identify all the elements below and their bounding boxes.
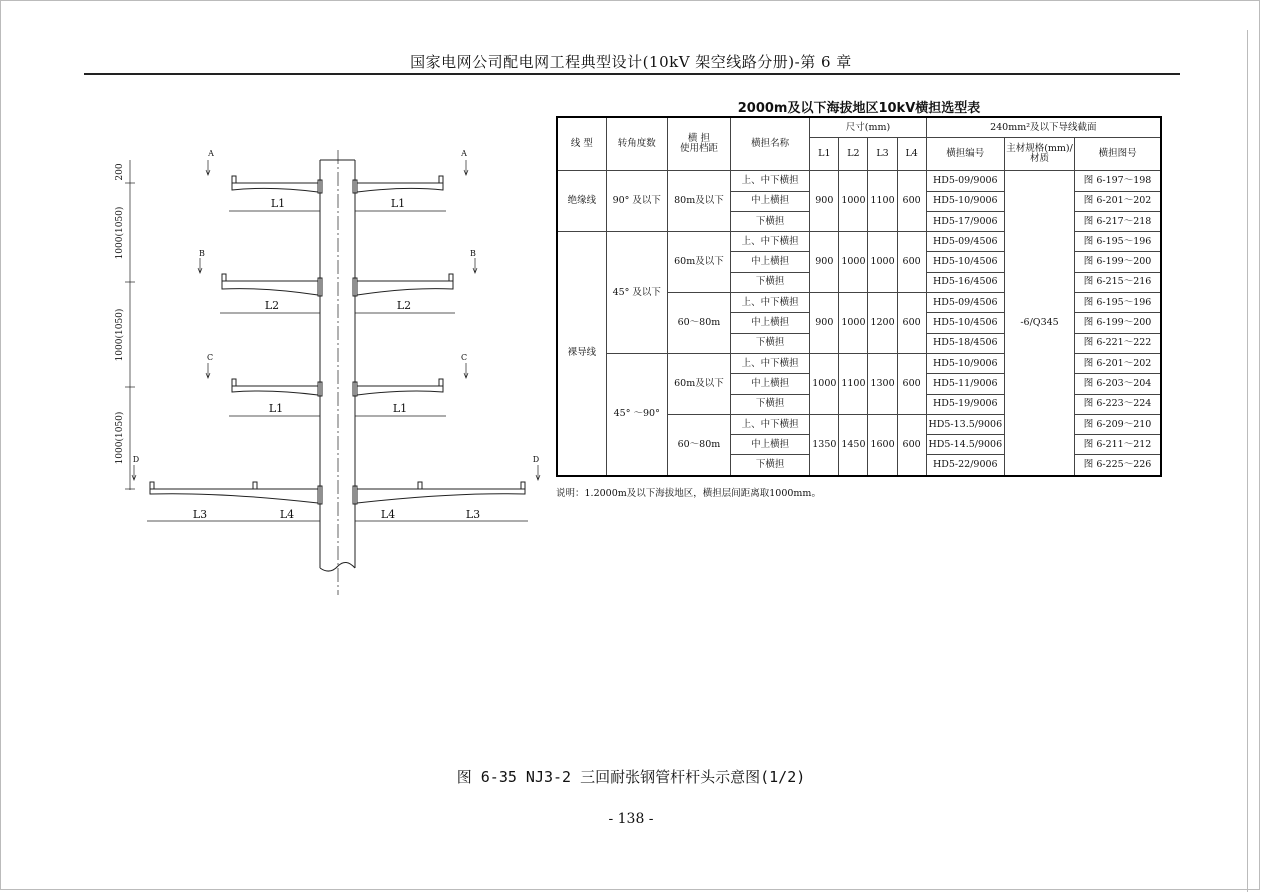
cell-drawing-no: 图 6-199～200 <box>1075 252 1161 272</box>
cell-drawing-no: 图 6-203～204 <box>1075 374 1161 394</box>
cell-drawing-no: 图 6-211～212 <box>1075 435 1161 455</box>
vertical-dimension-1: 1000(1050) <box>115 206 125 260</box>
cell-arm-code: HD5-17/9006 <box>926 211 1004 231</box>
cell-arm-code: HD5-10/9006 <box>926 191 1004 211</box>
arm-label-d-inner-left: L4 <box>279 508 295 521</box>
cell-material: -6/Q345 <box>1004 171 1074 476</box>
cell-arm-code: HD5-09/9006 <box>926 171 1004 191</box>
cell-drawing-no: 图 6-195～196 <box>1075 293 1161 313</box>
section-label-d-right: D <box>532 455 540 464</box>
section-label-a-left: A <box>208 149 214 158</box>
cell-l1: 1000 <box>810 353 839 414</box>
cell-drawing-no: 图 6-201～202 <box>1075 191 1161 211</box>
cell-arm-name: 中上横担 <box>731 374 810 394</box>
cell-drawing-no: 图 6-215～216 <box>1075 272 1161 292</box>
cell-arm-code: HD5-13.5/9006 <box>926 414 1004 434</box>
cell-l2: 1100 <box>839 353 868 414</box>
figure-caption: 图 6-35 NJ3-2 三回耐张钢管杆杆头示意图(1/2) <box>456 768 806 786</box>
arm-label-d-inner-right: L4 <box>380 508 396 521</box>
arm-label-a-left: L1 <box>270 197 286 210</box>
page-header-title: 国家电网公司配电网工程典型设计(10kV 架空线路分册)-第 6 章 <box>410 53 852 71</box>
cell-arm-code: HD5-10/4506 <box>926 252 1004 272</box>
header-drawing-no: 横担图号 <box>1075 138 1161 171</box>
cell-arm-name: 下横担 <box>731 394 810 414</box>
header-span <box>667 117 730 171</box>
section-label-d-left: D <box>132 455 140 464</box>
header-l1: L1 <box>810 138 839 171</box>
cell-arm-code: HD5-10/9006 <box>926 353 1004 373</box>
cell-drawing-no: 图 6-197～198 <box>1075 171 1161 191</box>
cell-arm-code: HD5-10/4506 <box>926 313 1004 333</box>
cell-arm-name: 上、中下横担 <box>731 171 810 191</box>
cell-l4: 600 <box>897 171 926 232</box>
cell-l3: 1000 <box>868 232 897 293</box>
cell-arm-code: HD5-14.5/9006 <box>926 435 1004 455</box>
cell-arm-name: 中上横担 <box>731 252 810 272</box>
section-label-c-right: C <box>460 353 468 362</box>
cell-angle: 90° 及以下 <box>606 171 667 232</box>
cell-line-type: 绝缘线 <box>557 171 606 232</box>
cell-drawing-no: 图 6-223～224 <box>1075 394 1161 414</box>
cell-l1: 900 <box>810 293 839 354</box>
cell-l2: 1450 <box>839 414 868 475</box>
cell-arm-code: HD5-16/4506 <box>926 272 1004 292</box>
page-number: - 138 - <box>608 811 654 827</box>
cell-l1: 900 <box>810 232 839 293</box>
cell-l2: 1000 <box>839 232 868 293</box>
header-dimensions: 尺寸(mm) <box>810 117 926 138</box>
arm-label-a-right: L1 <box>390 197 406 210</box>
section-label-c-left: C <box>206 353 214 362</box>
vertical-dimension-200: 200 <box>115 163 125 181</box>
cell-line-type: 裸导线 <box>557 232 606 476</box>
cell-drawing-no: 图 6-217～218 <box>1075 211 1161 231</box>
header-l3: L3 <box>868 138 897 171</box>
crossarm-selection-table <box>556 116 1162 477</box>
cell-span: 60m及以下 <box>667 353 730 414</box>
cell-arm-name: 中上横担 <box>731 313 810 333</box>
table-note: 说明：1.2000m及以下海拔地区，横担层间距离取1000mm。 <box>556 488 821 499</box>
cell-arm-name: 上、中下横担 <box>731 293 810 313</box>
arm-label-c-right: L1 <box>392 402 408 415</box>
cell-l4: 600 <box>897 414 926 475</box>
cell-l2: 1000 <box>839 171 868 232</box>
cell-angle: 45° ～90° <box>606 353 667 475</box>
header-l4: L4 <box>897 138 926 171</box>
cell-l4: 600 <box>897 293 926 354</box>
arm-label-b-left: L2 <box>264 299 280 312</box>
cell-arm-code: HD5-19/9006 <box>926 394 1004 414</box>
cell-l3: 1600 <box>868 414 897 475</box>
cell-span: 60～80m <box>667 414 730 475</box>
cell-drawing-no: 图 6-221～222 <box>1075 333 1161 353</box>
cell-arm-code: HD5-11/9006 <box>926 374 1004 394</box>
cell-arm-name: 中上横担 <box>731 191 810 211</box>
header-l2: L2 <box>839 138 868 171</box>
arm-label-b-right: L2 <box>396 299 412 312</box>
header-line-type: 线 型 <box>557 117 606 171</box>
header-material: 主材规格(mm)/材质 <box>1004 138 1074 171</box>
cell-l4: 600 <box>897 232 926 293</box>
cell-arm-name: 下横担 <box>731 211 810 231</box>
header-section: 240mm²及以下导线截面 <box>926 117 1161 138</box>
header-row-1 <box>557 117 1161 138</box>
table-title: 2000m及以下海拔地区10kV横担选型表 <box>737 101 981 116</box>
section-label-a-right: A <box>461 149 467 158</box>
cell-arm-name: 上、中下横担 <box>731 353 810 373</box>
section-label-b-right: B <box>470 249 476 258</box>
cell-l4: 600 <box>897 353 926 414</box>
cell-arm-code: HD5-22/9006 <box>926 455 1004 476</box>
header-angle: 转角度数 <box>606 117 667 171</box>
arm-label-d-outer-right: L3 <box>465 508 481 521</box>
header-rule <box>84 73 1180 75</box>
cell-drawing-no: 图 6-201～202 <box>1075 353 1161 373</box>
cell-l3: 1300 <box>868 353 897 414</box>
header-arm-no: 横担编号 <box>926 138 1004 171</box>
cell-arm-name: 下横担 <box>731 272 810 292</box>
cell-angle: 45° 及以下 <box>606 232 667 354</box>
vertical-dimension-3: 1000(1050) <box>115 411 125 465</box>
cell-l3: 1200 <box>868 293 897 354</box>
cell-l1: 1350 <box>810 414 839 475</box>
cell-l1: 900 <box>810 171 839 232</box>
cell-arm-name: 下横担 <box>731 333 810 353</box>
cell-arm-name: 下横担 <box>731 455 810 476</box>
cell-arm-name: 中上横担 <box>731 435 810 455</box>
cell-span: 60m及以下 <box>667 232 730 293</box>
cell-arm-name: 上、中下横担 <box>731 414 810 434</box>
cell-drawing-no: 图 6-225～226 <box>1075 455 1161 476</box>
cell-l3: 1100 <box>868 171 897 232</box>
header-arm-name: 横担名称 <box>731 117 810 171</box>
vertical-dimension-2: 1000(1050) <box>115 308 125 362</box>
cell-drawing-no: 图 6-199～200 <box>1075 313 1161 333</box>
header-span-line2: 使用档距 <box>679 143 718 155</box>
cell-drawing-no: 图 6-195～196 <box>1075 232 1161 252</box>
cell-drawing-no: 图 6-209～210 <box>1075 414 1161 434</box>
table-row <box>557 171 1161 191</box>
cell-arm-name: 上、中下横担 <box>731 232 810 252</box>
cell-span: 80m及以下 <box>667 171 730 232</box>
cell-arm-code: HD5-09/4506 <box>926 293 1004 313</box>
section-label-b-left: B <box>199 249 205 258</box>
cell-span: 60～80m <box>667 293 730 354</box>
arm-label-c-left: L1 <box>268 402 284 415</box>
cell-arm-code: HD5-18/4506 <box>926 333 1004 353</box>
binding-rule <box>1247 30 1248 892</box>
pole-head-drawing <box>100 140 550 600</box>
cell-l2: 1000 <box>839 293 868 354</box>
arm-label-d-outer-left: L3 <box>192 508 208 521</box>
header-span-line1: 横 担 <box>687 133 710 145</box>
cell-arm-code: HD5-09/4506 <box>926 232 1004 252</box>
